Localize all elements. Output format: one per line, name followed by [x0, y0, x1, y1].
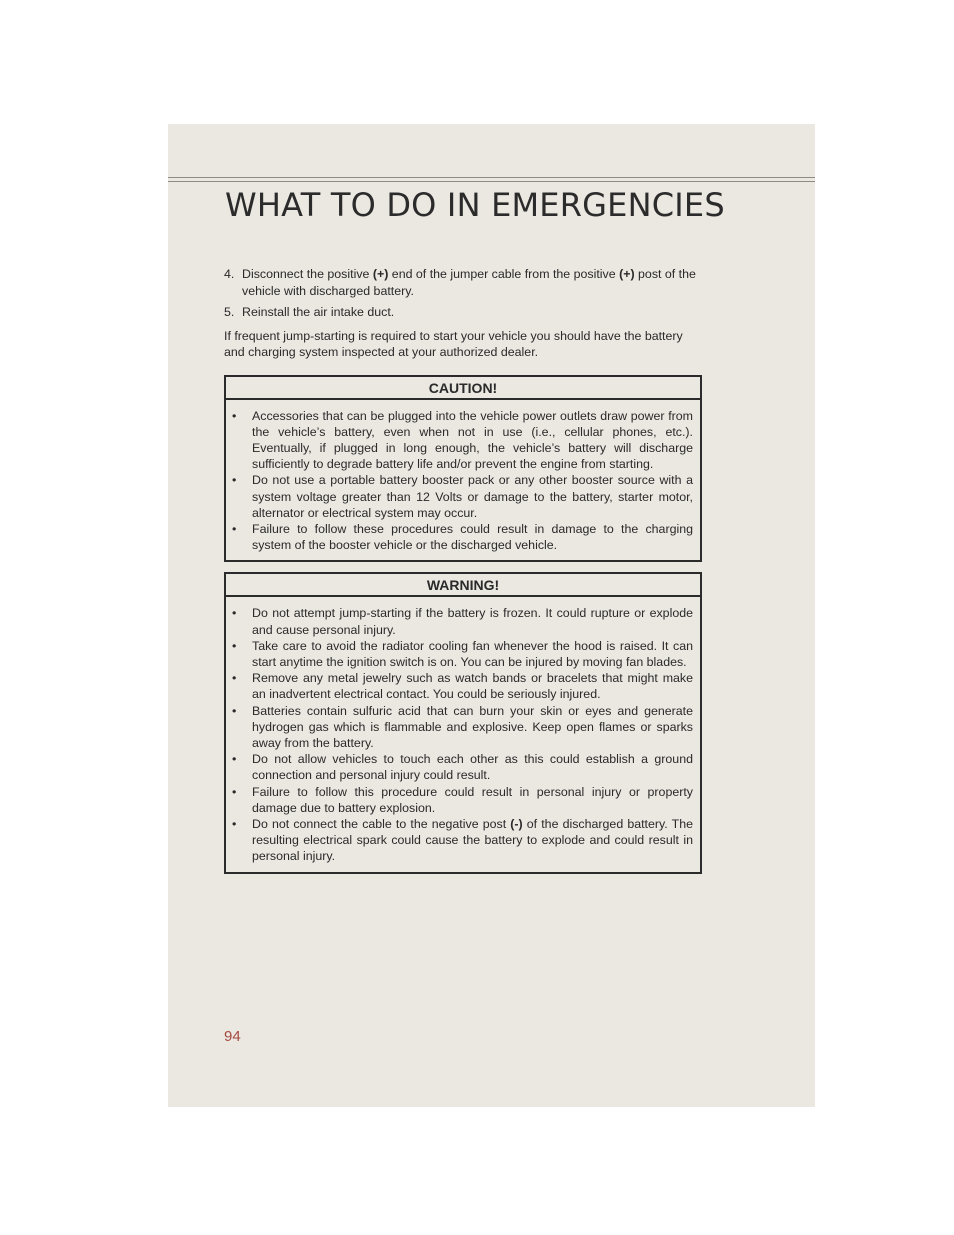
warning-item-text: Do not allow vehicles to touch each other as this could establish a ground connection and personal injury could result. — [252, 752, 693, 783]
bullet: • — [232, 638, 237, 653]
warning-item — [231, 638, 693, 670]
bullet: • — [232, 703, 237, 718]
header-rule-bottom — [168, 181, 815, 182]
body-paragraph: If frequent jump-starting is required to start your vehicle you should have the battery and charging system inspected at your authorized dealer. — [224, 328, 683, 359]
page-content — [224, 266, 702, 874]
warning-item — [231, 670, 693, 702]
step-number: 5. — [224, 305, 235, 319]
step-number: 4. — [224, 267, 235, 281]
step-text: Reinstall the air intake duct. — [242, 305, 395, 319]
warning-item — [231, 784, 693, 816]
warning-item-text: Do not attempt jump-starting if the battery is frozen. It could rupture or explode and cause personal injury. — [252, 606, 693, 637]
warning-item — [231, 816, 693, 865]
caution-list — [226, 400, 700, 561]
warning-item-text: Failure to follow this procedure could result in personal injury or property damage due to battery explosion. — [252, 784, 693, 815]
warning-item-text: Do not connect the cable to the negative post (-) of the discharged battery. The resulting electrical spark could cause the battery to explode and could result in personal injury. — [252, 816, 693, 864]
caution-item-text: Failure to follow these procedures could result in damage to the charging system of the booster vehicle or the discharged vehicle. — [252, 521, 693, 553]
bullet: • — [232, 473, 237, 488]
caution-item-text: Accessories that can be plugged into the vehicle power outlets draw power from the vehicle’s battery, even when not in use (i.e., cellular phones, etc.). Eventually, if plugged in long enough, the vehicle’s battery will discharge sufficiently to degrade battery life and/or prevent the engine from starting. — [252, 408, 693, 472]
warning-item-text: Batteries contain sulfuric acid that can burn your skin or eyes and generate hydrogen gas which is flammable and explosive. Keep open flames or sparks away from the battery. — [252, 703, 693, 750]
caution-item — [231, 408, 693, 473]
caution-item-text: Do not use a portable battery booster pack or any other booster source with a system voltage greater than 12 Volts or damage to the battery, starter motor, alternator or electrical system may occur. — [252, 473, 693, 520]
warning-item — [231, 751, 693, 783]
warning-list — [226, 597, 700, 871]
caution-item — [231, 521, 693, 553]
warning-item — [231, 605, 693, 637]
step-4 — [224, 266, 702, 299]
warning-item-text: Take care to avoid the radiator cooling fan whenever the hood is raised. It can start anytime the ignition switch is on. You can be injured by moving fan blades. — [252, 638, 693, 669]
header-rule-top — [168, 177, 815, 178]
bullet: • — [232, 784, 237, 799]
section-title: WHAT TO DO IN EMERGENCIES — [225, 186, 725, 224]
bullet: • — [232, 606, 237, 621]
bullet: • — [232, 752, 237, 767]
warning-box — [224, 572, 702, 873]
page-number: 94 — [224, 1028, 241, 1045]
caution-item — [231, 472, 693, 521]
bullet: • — [232, 816, 237, 831]
bullet: • — [232, 671, 237, 686]
bullet: • — [232, 408, 237, 423]
warning-heading: WARNING! — [226, 574, 700, 597]
caution-box — [224, 375, 702, 563]
step-text: Disconnect the positive (+) end of the jumper cable from the positive (+) post of the vehicle with discharged battery. — [242, 267, 696, 298]
caution-heading: CAUTION! — [226, 377, 700, 400]
manual-page — [168, 124, 815, 1107]
warning-item-text: Remove any metal jewelry such as watch bands or bracelets that might make an inadvertent electrical contact. You could be seriously injured. — [252, 671, 693, 702]
warning-item — [231, 703, 693, 752]
step-5 — [224, 304, 702, 321]
bullet: • — [232, 521, 237, 536]
